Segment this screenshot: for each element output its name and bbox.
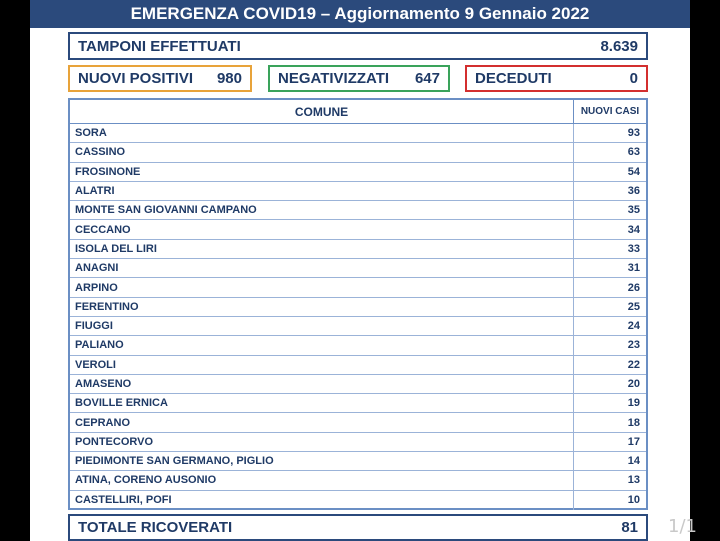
comune-cell: ATINA, CORENO AUSONIO [70,471,574,489]
table-row [70,336,646,355]
comune-cell: ALATRI [70,182,574,200]
deceduti-label: DECEDUTI [475,70,552,87]
nuovi-casi-cell: 35 [627,204,640,217]
tamponi-value: 8.639 [600,37,638,55]
comuni-table [68,98,648,510]
comune-cell: PIEDIMONTE SAN GERMANO, PIGLIO [70,452,574,470]
comune-cell: MONTE SAN GIOVANNI CAMPANO [70,201,574,219]
table-row [70,375,646,394]
comune-cell: ANAGNI [70,259,574,277]
negativizzati-value: 647 [414,70,440,87]
table-row [70,356,646,375]
nuovi-casi-cell: 33 [627,242,640,255]
nuovi-casi-cell: 23 [627,339,640,352]
nuovi-casi-cell: 31 [627,262,640,275]
totale-ricoverati-box [68,514,648,541]
nuovi-casi-cell: 19 [627,397,640,410]
comune-cell: PALIANO [70,336,574,354]
column-header-comune: COMUNE [70,100,574,123]
comune-cell: VEROLI [70,356,574,374]
comune-cell: FROSINONE [70,163,574,181]
table-row [70,394,646,413]
nuovi-positivi-value: 980 [216,70,242,87]
comune-cell: ARPINO [70,278,574,296]
document-page [30,0,690,541]
totale-ricoverati-label: TOTALE RICOVERATI [78,519,233,536]
comune-cell: FIUGGI [70,317,574,335]
nuovi-casi-cell: 18 [627,416,640,429]
page-indicator: 1/1 [668,516,697,537]
nuovi-positivi-box [68,65,252,92]
nuovi-positivi-label: NUOVI POSITIVI [78,70,194,87]
page-title: EMERGENZA COVID19 – Aggiornamento 9 Gennaio 2022 [30,0,690,28]
tamponi-label: TAMPONI EFFETTUATI [78,37,241,55]
deceduti-value: 0 [629,70,638,87]
table-row [70,452,646,471]
nuovi-casi-cell: 36 [627,185,640,198]
comune-cell: BOVILLE ERNICA [70,394,574,412]
table-row [70,317,646,336]
table-row [70,163,646,182]
column-header-nuovi-casi: NUOVI CASI [580,106,640,117]
comune-cell: CASTELLIRI, POFI [70,491,574,510]
table-row [70,278,646,297]
table-body [70,124,646,510]
negativizzati-box [268,65,450,92]
nuovi-casi-cell: 20 [627,378,640,390]
nuovi-casi-cell: 34 [627,223,640,236]
table-row [70,201,646,220]
nuovi-casi-cell: 22 [627,358,640,371]
table-row [70,143,646,162]
table-row [70,491,646,510]
table-row [70,220,646,239]
table-row [70,259,646,278]
table-row [70,182,646,201]
table-row [70,413,646,432]
table-row [70,240,646,259]
nuovi-casi-cell: 24 [627,320,640,333]
nuovi-casi-cell: 26 [627,281,640,294]
table-row [70,471,646,490]
nuovi-casi-cell: 17 [627,435,640,448]
totale-ricoverati-value: 81 [621,519,638,536]
table-row [70,124,646,143]
table-row [70,433,646,452]
tamponi-box [68,32,648,60]
comune-cell: FERENTINO [70,298,574,316]
nuovi-casi-cell: 54 [627,165,640,178]
table-header [70,100,646,124]
comune-cell: AMASENO [70,375,574,393]
nuovi-casi-cell: 13 [627,474,640,487]
comune-cell: CECCANO [70,220,574,238]
comune-cell: PONTECORVO [70,433,574,451]
table-row [70,298,646,317]
nuovi-casi-cell: 93 [627,127,640,140]
nuovi-casi-cell: 63 [627,146,640,159]
nuovi-casi-cell: 14 [627,455,640,468]
nuovi-casi-cell: 10 [627,494,640,507]
nuovi-casi-cell: 25 [627,300,640,313]
negativizzati-label: NEGATIVIZZATI [278,70,390,87]
comune-cell: ISOLA DEL LIRI [70,240,574,258]
deceduti-box [465,65,648,92]
comune-cell: CASSINO [70,143,574,161]
comune-cell: CEPRANO [70,413,574,431]
comune-cell: SORA [70,124,574,142]
